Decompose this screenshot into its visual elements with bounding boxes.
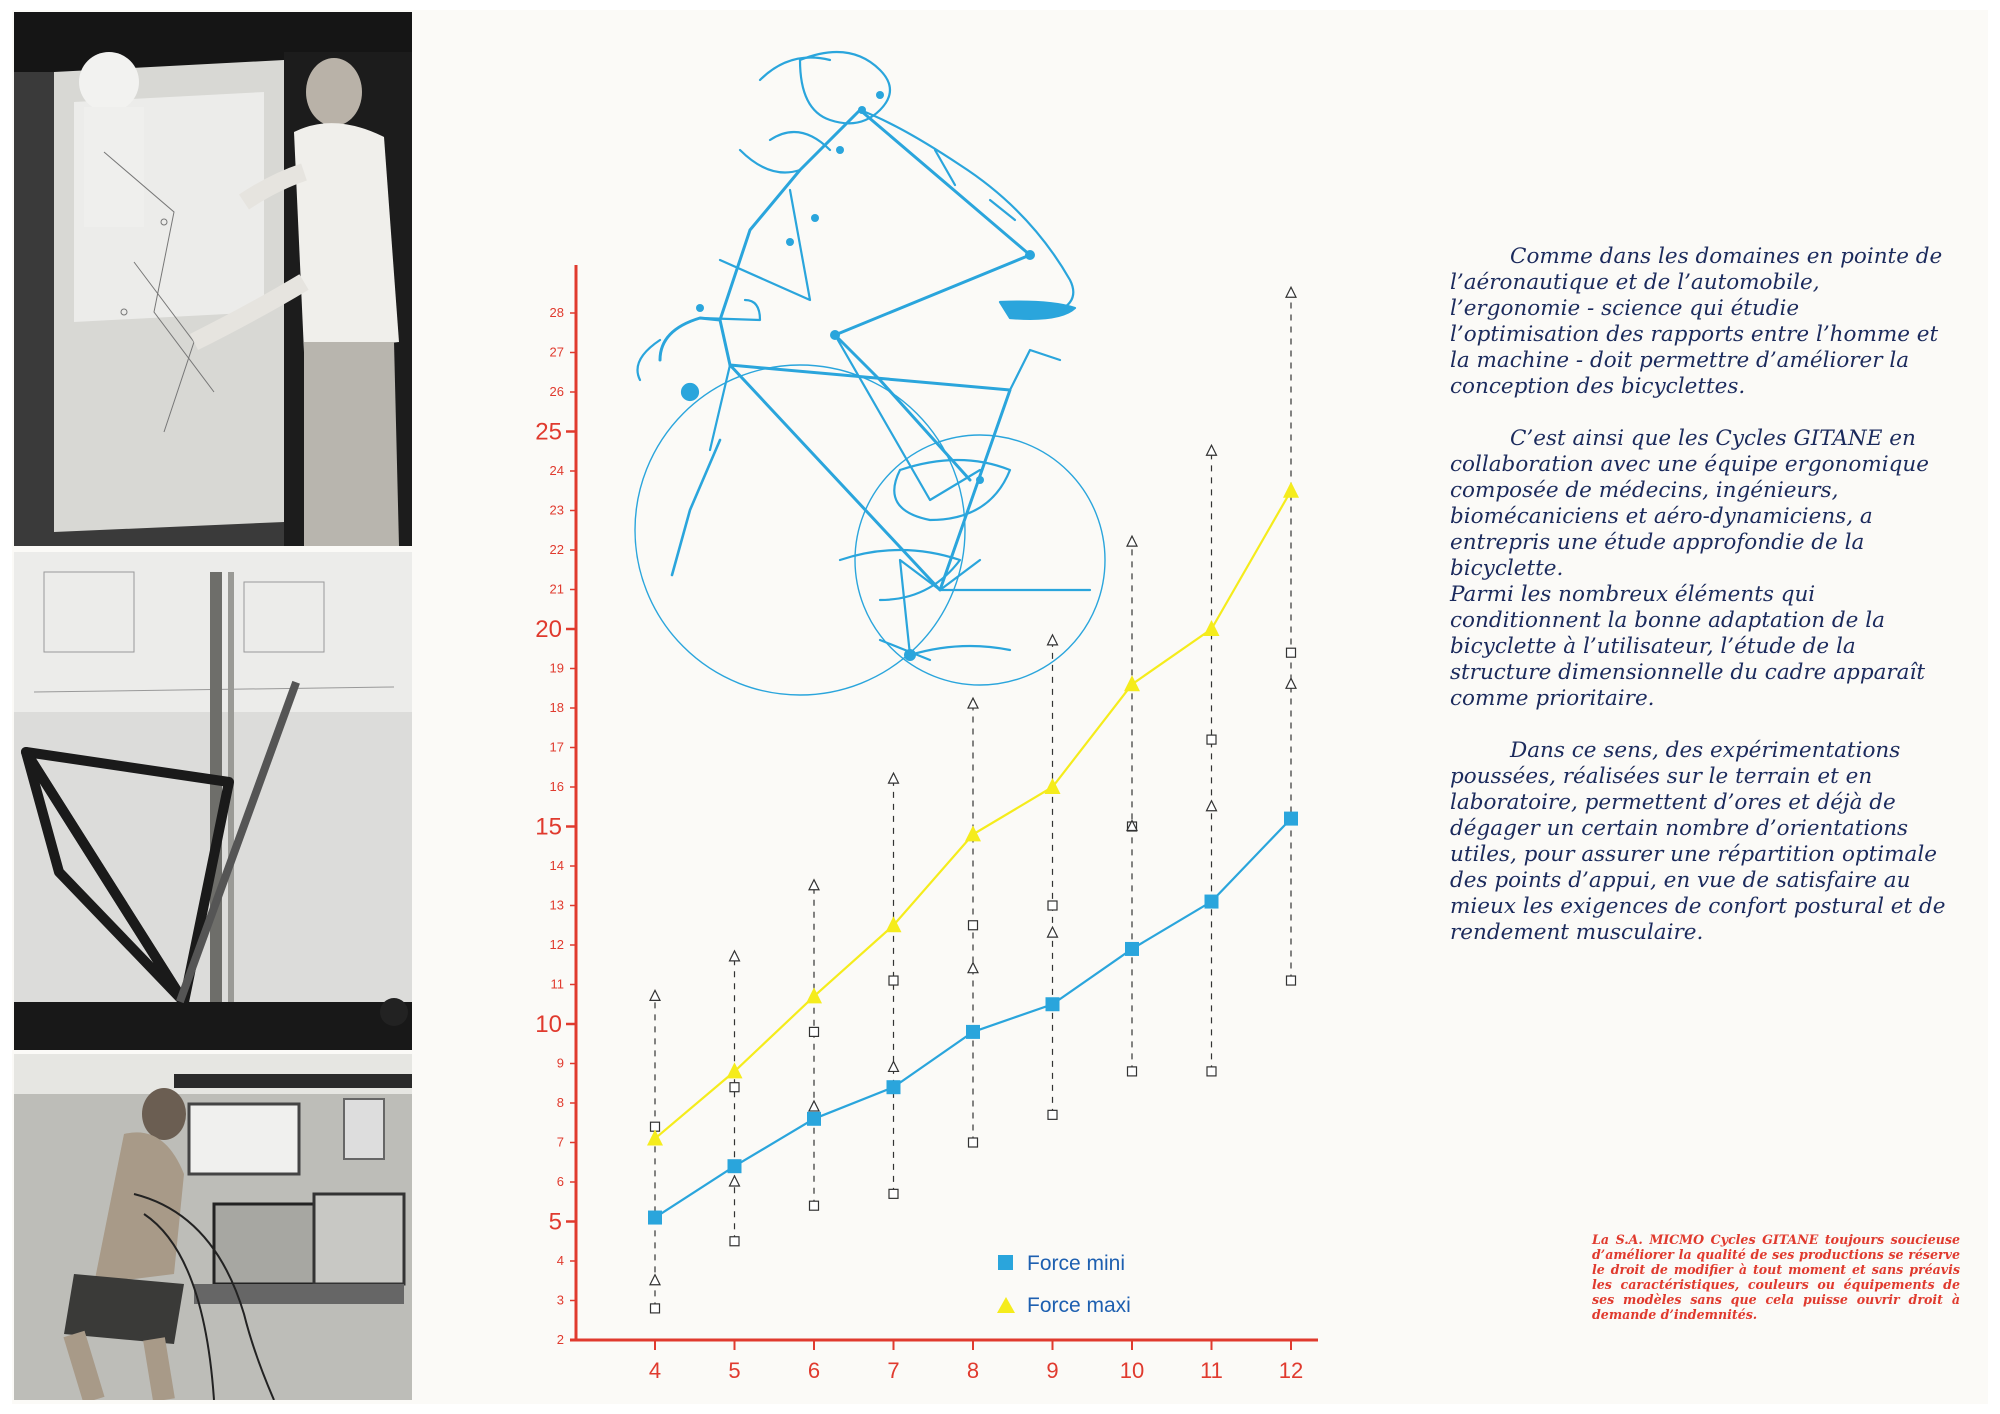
force-mini-range-marker	[810, 1201, 819, 1210]
y-ticks	[535, 305, 576, 1347]
legend-swatch-force-maxi	[997, 1297, 1015, 1313]
x-tick-label: 12	[1278, 1358, 1304, 1383]
paragraph-gitane-study: C’est ainsi que les Cycles GITANE en collaboration avec une équipe ergonomique composée de médecins, ingénieurs, biomécaniciens et aéro-dynamiciens, a entrepris une étude approfondie de la bicyclette.	[1450, 426, 1929, 581]
force-mini-range-marker	[810, 1027, 819, 1036]
force-mini-range-marker	[651, 1304, 660, 1313]
y-tick-label: 2	[556, 1332, 564, 1347]
paragraph-ergonomics: Comme dans les domaines en pointe de l’aéronautique et de l’automobile, l’ergonomie - science qui étudie l’optimisation des rapports entre l’homme et la machine - doit permettre d’améliorer la conception des bicyclettes.	[1450, 244, 1943, 399]
force-maxi-range-marker	[1207, 445, 1217, 455]
legend-label-force-maxi: Force maxi	[1027, 1294, 1131, 1317]
y-tick-label: 20	[535, 616, 562, 643]
force-mini-point	[887, 1080, 901, 1094]
y-tick-label: 25	[535, 418, 562, 446]
x-tick-label: 4	[648, 1358, 662, 1383]
x-tick-label: 5	[728, 1358, 741, 1383]
force-mini-range-marker	[730, 1083, 739, 1092]
y-tick-label: 14	[549, 858, 564, 873]
y-tick-label: 23	[549, 502, 564, 518]
x-tick-label: 7	[887, 1358, 900, 1383]
force-maxi-point	[1124, 675, 1140, 691]
paragraph-frame-structure: Parmi les nombreux éléments qui conditionnent la bonne adaptation de la bicyclette à l’utilisateur, l’étude de la structure dimensionnelle du cadre apparaît comme prioritaire.	[1450, 582, 1926, 711]
force-maxi-point	[1283, 482, 1299, 498]
force-maxi-range-marker	[809, 880, 819, 890]
y-tick-label: 28	[549, 305, 564, 320]
force-maxi-range-marker	[730, 951, 740, 961]
force-maxi-point	[965, 825, 981, 841]
force-mini-range-marker	[1287, 976, 1296, 985]
force-maxi-range-marker	[1207, 801, 1217, 811]
force-maxi-range-marker	[730, 1176, 740, 1186]
force-mini-point	[648, 1211, 662, 1225]
legend-label-force-mini: Force mini	[1027, 1252, 1126, 1275]
force-mini-range-marker	[1048, 901, 1057, 910]
y-tick-label: 9	[556, 1055, 564, 1071]
force-mini-range-marker	[1207, 735, 1216, 744]
paragraph-experiments: Dans ce sens, des expérimentations poussées, réalisées sur le terrain et en laboratoire, permettent d’ores et déjà de dégager un certain nombre d’orientations utiles, pour assurer une répartition optimale des points d’appui, en vue de satisfaire au mieux les exigences de confort postural et de rendement musculaire.	[1450, 738, 1946, 945]
force-maxi-range-marker	[1127, 536, 1137, 546]
force-mini-range-marker	[969, 1138, 978, 1147]
body-text	[1450, 244, 1950, 972]
x-tick-label: 9	[1046, 1358, 1059, 1383]
y-tick-label: 8	[556, 1095, 564, 1110]
y-tick-label: 27	[549, 344, 564, 360]
force-maxi-range-marker	[889, 1061, 899, 1071]
force-maxi-range-marker	[968, 698, 978, 708]
force-maxi-point	[647, 1130, 663, 1146]
force-maxi-range-marker	[809, 1101, 819, 1111]
disclaimer-text: La S.A. MICMO Cycles GITANE toujours soucieuse d’améliorer la qualité de ses productions se réserve le droit de modifier à tout moment et sans préavis les caractéristiques, couleurs ou équipements de ses modèles sans que cela puisse ouvrir droit à demande d’indemnités.	[1592, 1232, 1960, 1322]
force-maxi-range-marker	[1048, 927, 1058, 937]
x-tick-label: 6	[807, 1358, 821, 1383]
y-tick-label: 18	[549, 700, 564, 715]
y-tick-label: 4	[556, 1253, 564, 1268]
x-tick-label: 11	[1200, 1358, 1223, 1383]
force-mini-range-marker	[889, 976, 898, 985]
force-maxi-range-marker	[1048, 635, 1058, 645]
y-tick-label: 5	[548, 1208, 562, 1236]
force-maxi-range-marker	[1286, 287, 1296, 297]
force-maxi-point	[1204, 620, 1220, 636]
y-tick-label: 21	[549, 581, 564, 597]
y-tick-label: 10	[535, 1011, 562, 1038]
force-mini-point	[1284, 812, 1298, 826]
force-maxi-range-marker	[889, 773, 899, 783]
force-maxi-range-marker	[1286, 678, 1296, 688]
cyclist-ergonomic-diagram-icon	[635, 52, 1105, 695]
y-tick-label: 11	[550, 976, 564, 992]
force-maxi-point	[806, 987, 822, 1003]
force-mini-range-marker	[730, 1237, 739, 1246]
x-tick-label: 8	[966, 1358, 980, 1383]
x-tick-label: 10	[1119, 1358, 1145, 1383]
y-tick-label: 3	[556, 1292, 564, 1308]
force-maxi-range-marker	[650, 1275, 660, 1285]
chart-legend	[997, 1252, 1131, 1317]
legend-swatch-force-mini	[998, 1255, 1013, 1270]
y-tick-label: 22	[549, 542, 564, 557]
force-mini-point	[807, 1112, 821, 1126]
force-mini-range-marker	[889, 1189, 898, 1198]
y-tick-label: 24	[549, 463, 564, 478]
force-mini-range-marker	[1128, 1067, 1137, 1076]
force-mini-range-marker	[1048, 1110, 1057, 1119]
chart-axes	[570, 265, 1318, 1340]
y-tick-label: 19	[549, 660, 564, 676]
y-tick-label: 13	[549, 897, 564, 913]
y-tick-label: 16	[549, 779, 564, 794]
force-mini-point	[1125, 942, 1139, 956]
force-mini-range-marker	[969, 921, 978, 930]
y-tick-label: 15	[535, 813, 562, 841]
force-mini-point	[1205, 895, 1219, 909]
y-tick-label: 6	[556, 1174, 564, 1189]
force-mini-point	[966, 1025, 980, 1039]
y-tick-label: 26	[549, 384, 564, 399]
force-mini-range-marker	[1287, 648, 1296, 657]
y-tick-label: 12	[549, 937, 564, 952]
y-tick-label: 7	[556, 1134, 564, 1150]
force-maxi-range-marker	[650, 990, 660, 1000]
force-mini-range-marker	[1207, 1067, 1216, 1076]
force-maxi-range-marker	[968, 963, 978, 973]
x-ticks	[649, 1340, 1303, 1383]
force-mini-point	[728, 1159, 742, 1173]
force-mini-point	[1046, 997, 1060, 1011]
y-tick-label: 17	[549, 739, 564, 755]
